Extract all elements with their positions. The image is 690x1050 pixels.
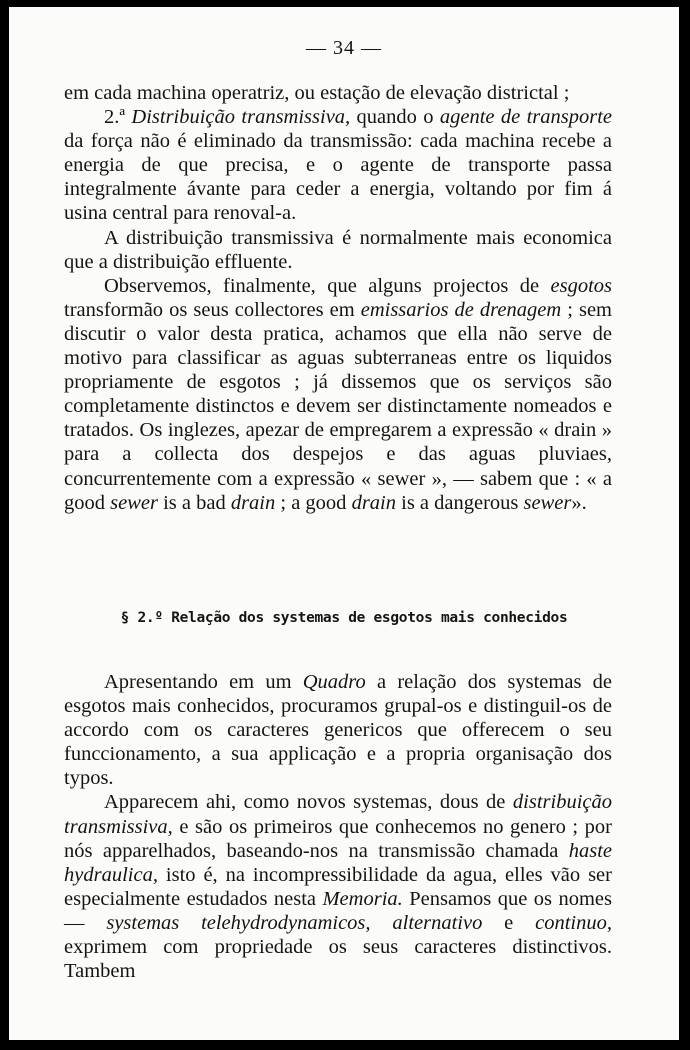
paragraph [64, 105, 612, 225]
text-run: e [482, 911, 536, 934]
page-number: — 34 — [306, 37, 382, 59]
text-run: quando o [350, 106, 440, 129]
paragraph [64, 790, 612, 983]
text-run: Apparecem ahi, como novos systemas, dous de [104, 791, 513, 814]
text-block-lower [64, 670, 612, 983]
paragraph [64, 81, 612, 105]
italic-text: sewer [110, 491, 158, 514]
paragraph [64, 226, 612, 274]
italic-text: systemas telehydrodynamicos, alternativo [106, 911, 483, 934]
text-run: isto é, na incompressibilidade da agua, elles vão ser especialmente estudados nesta [64, 863, 612, 910]
text-run: em cada machina operatriz, ou estação de elevação districtal ; [64, 82, 570, 104]
italic-text: agente de transporte [439, 106, 612, 129]
text-run: Pensamos que os nomes — [64, 887, 612, 934]
paragraph [64, 274, 612, 515]
section-heading: § 2.º Relação dos systemas de esgotos mais conhecidos [120, 610, 568, 626]
text-block-upper [64, 81, 612, 515]
italic-text: Distribuição transmissiva, [131, 106, 351, 129]
italic-text: distribuição transmissiva, [64, 791, 612, 838]
italic-text: Quadro [302, 671, 366, 693]
italic-text: drain [230, 491, 276, 514]
text-run: ; sem discutir o valor desta pratica, achamos que ella não serve de motivo para classificar as aguas subterraneas entre os liquidos propriamente de esgotos ; já dissemos que os serviços são completamente distinctos e devem ser distinctamente nomeados e tratados. Os inglezes, apezar de empregarem a expressão « drain » para a collecta dos despejos e das aguas pluviaes, concurrentemente com a expressão « sewer », — sabem que : « a good [64, 298, 612, 514]
italic-text: haste hydraulica, [64, 839, 612, 886]
text-run: 2.ª [104, 106, 132, 129]
text-run: Observemos, finalmente, que alguns projectos de [104, 274, 551, 297]
text-run: Apresentando em um [104, 671, 303, 693]
italic-text: emissarios de drenagem [360, 298, 562, 321]
text-run: ; a good [275, 491, 352, 514]
book-page [9, 7, 679, 1040]
text-run: ». [571, 491, 587, 514]
text-run: exprimem com propriedade os seus caracteres distinctivos. Tambem [64, 936, 612, 983]
italic-text: sewer [523, 491, 572, 514]
text-run: is a bad [157, 491, 231, 514]
text-run: transformão os seus collectores em [64, 298, 361, 321]
paragraph [64, 670, 612, 790]
text-run: A distribuição transmissiva é normalmente mais economica que a distribuição effluente. [64, 226, 612, 273]
text-run: da força não é eliminado da transmissão: cada machina recebe a energia de que precisa, e o agente de transporte passa integralmente ávante para ceder a energia, voltando por fim á usina central para renoval-a. [64, 130, 612, 225]
text-run: a relação dos systemas de esgotos mais conhecidos, procuramos grupal-os e distinguil-os de accordo com os caracteres genericos que offerecem o seu funccionamento, a sua applicação e a propria organisação dos typos. [64, 671, 612, 790]
italic-text: continuo, [535, 911, 612, 934]
italic-text: esgotos [550, 274, 612, 297]
text-run: is a dangerous [396, 491, 524, 514]
text-run: e são os primeiros que conhecemos no genero ; por nós apparelhados, baseando-nos na transmissão chamada [64, 815, 612, 862]
italic-text: drain [351, 491, 396, 514]
italic-text: Memoria. [322, 887, 403, 910]
